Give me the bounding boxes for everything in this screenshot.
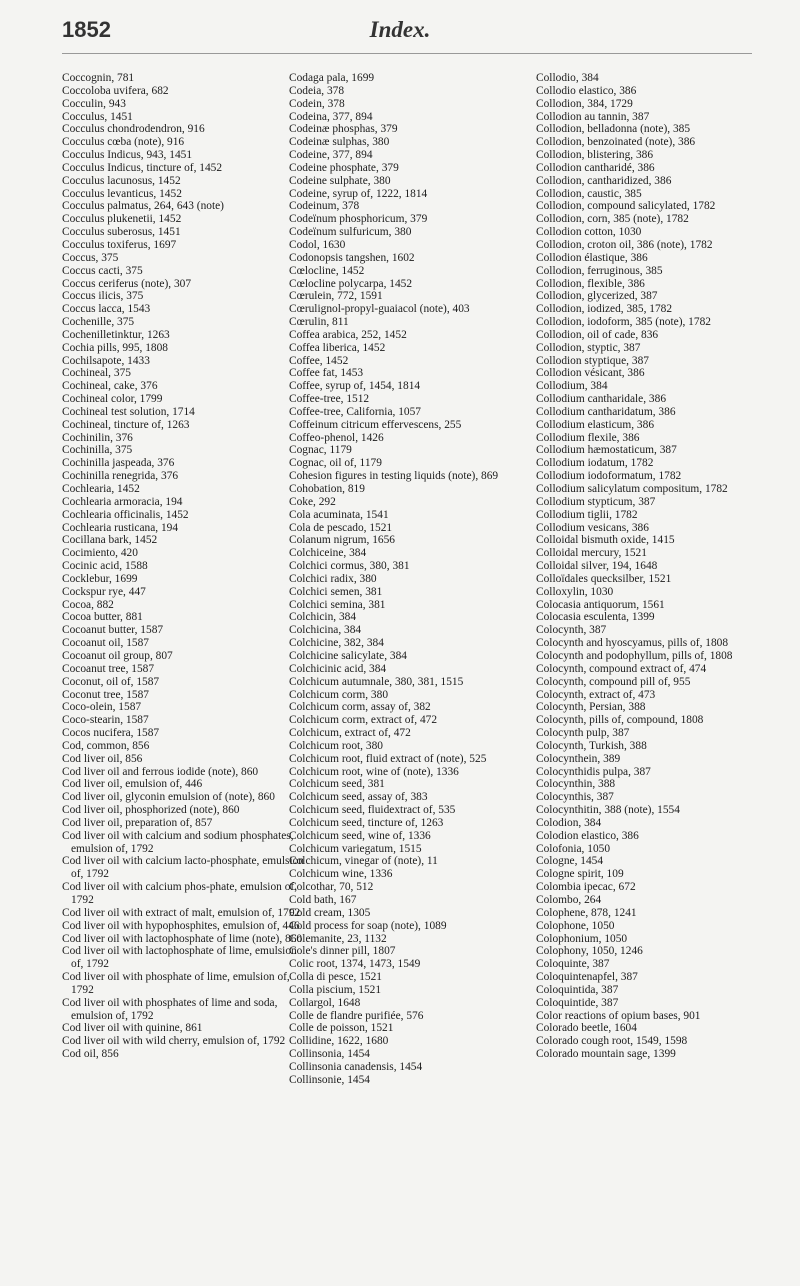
index-entry: Collinsonia canadensis, 1454 [289,1060,423,1073]
index-entry: Colophene, 878, 1241 [536,906,637,919]
index-entry: Collodium salicylatum compositum, 1782 [536,483,728,495]
index-entry: Colocynth and podophyllum, pills of, 1808 [536,649,733,662]
index-entry: Colchicum seed, fluidextract of, 535 [289,804,456,817]
index-entry: Coccus ilicis, 375 [62,290,144,303]
index-entry: Colocynth, compound pill of, 955 [536,675,691,688]
index-entry: Cod, common, 856 [62,739,150,752]
index-entry: Coffee fat, 1453 [289,367,364,380]
index-entry: Cocoa, 882 [62,598,114,611]
index-entry: Colocynthitin, 388 (note), 1554 [536,804,680,817]
index-entry: Colchicum seed, tincture of, 1263 [289,816,444,829]
index-entry: Cochenilletinktur, 1263 [62,328,170,341]
index-entry: Cologne, 1454 [536,855,604,868]
index-entry: Coconut tree, 1587 [62,688,149,701]
index-entry: Collodion, compound salicylated, 1782 [536,200,716,213]
index-entry: Colloidal bismuth oxide, 1415 [536,534,675,547]
index-entry: Cognac, oil of, 1179 [289,457,382,470]
index-entry: Cocculus, 1451 [62,110,133,123]
index-entry: Colchici cormus, 380, 381 [289,560,410,573]
index-entry: Colocasia antiquorum, 1561 [536,598,665,611]
index-entry: Cola de pescado, 1521 [289,521,393,534]
index-entry: Collodium iodatum, 1782 [536,457,654,470]
index-entry: Coco-stearin, 1587 [62,714,149,727]
index-entry: Cochineal, 375 [62,367,131,380]
index-entry: Coloquintenapfel, 387 [536,971,638,984]
index-entry: Collodium cantharidale, 386 [536,393,667,406]
index-entry: Colchicum variegatum, 1515 [289,842,422,855]
index-entry: Cod liver oil with lactophosphate of lime (note), 860 [62,932,303,945]
index-entry: Cod liver oil with extract of malt, emulsion of, 1792 [62,906,301,919]
index-entry: Cochia pills, 995, 1808 [62,341,168,354]
index-entry: Colocynthis, 387 [536,791,614,804]
index-entry: Collodion, corn, 385 (note), 1782 [536,213,689,226]
index-entry: Colofonia, 1050 [536,842,611,855]
index-entry: Codeia, 378 [289,84,345,97]
index-entry: Colocynth, pills of, compound, 1808 [536,714,704,727]
index-entry: Cochilsapote, 1433 [62,354,150,367]
index-entry: Cœrulein, 772, 1591 [289,290,383,303]
index-entry: Colchici radix, 380 [289,572,377,585]
index-entry: Colic root, 1374, 1473, 1549 [289,958,421,971]
index-entry: Coffee, syrup of, 1454, 1814 [289,380,421,393]
index-entry: Cocculin, 943 [62,97,126,110]
index-entry: Colchicum root, fluid extract of (note), 525 [289,752,487,765]
index-entry: Colodion, 384 [536,816,602,829]
index-entry: Colocynthein, 389 [536,752,621,765]
index-entry: Colocynthin, 388 [536,778,616,791]
index-entry: Colemanite, 23, 1132 [289,932,387,945]
index-entry: Cod liver oil with hypophosphites, emulsion of, 446 [62,919,300,932]
index-entry: Colocynth, 387 [536,624,607,637]
index-entry: Cold cream, 1305 [289,906,371,919]
index-entry: Collodion, belladonna (note), 385 [536,123,691,136]
index-entry: Collodium hæmostaticum, 387 [536,444,677,457]
index-entry: Cod liver oil, emulsion of, 446 [62,778,203,791]
index-entry: Codeine, syrup of, 1222, 1814 [289,187,428,200]
page-number: 1852 [62,17,111,42]
index-entry: Cod liver oil with calcium lacto-phosphate, emulsion of, 1792 [62,855,305,881]
index-entry: Cohobation, 819 [289,483,365,495]
index-entry: Coloquintida, 387 [536,983,619,996]
index-entry: Collodio elastico, 386 [536,84,637,97]
index-entry: Cod liver oil with calcium and sodium phosphates, emulsion of, 1792 [62,829,294,855]
index-entry: Cochinilin, 376 [62,431,133,444]
index-entry: Colocynth, Turkish, 388 [536,739,647,752]
index-entry: Cœlocline polycarpa, 1452 [289,277,413,290]
index-entry: Cocculus suberosus, 1451 [62,226,181,239]
index-entry: Codeina, 377, 894 [289,110,373,123]
index-entry: Colle de poisson, 1521 [289,1022,394,1035]
index-entry: Cocoanut butter, 1587 [62,624,164,637]
index-entry: Cochlearia armoracia, 194 [62,495,183,508]
index-entry: Coffee, 1452 [289,354,349,367]
index-entry: Codeine sulphate, 380 [289,174,391,187]
index-entry: Collodium tiglii, 1782 [536,508,638,521]
index-entry: Color reactions of opium bases, 901 [536,1009,701,1022]
index-entry: Collodion vésicant, 386 [536,367,645,380]
index-entry: Cochenille, 375 [62,316,135,329]
index-entry: Colchicum seed, wine of, 1336 [289,829,431,842]
index-entry: Collodio, 384 [536,72,599,84]
index-entry: Cocimiento, 420 [62,547,138,560]
index-entry: Colocynth and hyoscyamus, pills of, 1808 [536,637,729,650]
index-entry: Colchicinic acid, 384 [289,662,387,675]
index-entry: Coccognin, 781 [62,72,135,84]
index-entry: Colophony, 1050, 1246 [536,945,643,958]
index-entry: Codein, 378 [289,97,345,110]
index-entry: Colchicum, vinegar of (note), 11 [289,855,438,868]
index-entry: Colchicina, 384 [289,624,362,637]
index-entry: Cochineal, cake, 376 [62,380,158,393]
index-entry: Coffea liberica, 1452 [289,341,386,354]
index-entry: Colla di pesce, 1521 [289,971,383,984]
index-entry: Collodion, blistering, 386 [536,149,654,162]
index-entry: Cocculus plukenetii, 1452 [62,213,182,226]
index-entry: Cocklebur, 1699 [62,572,138,585]
index-entry: Collodion, oil of cade, 836 [536,328,659,341]
index-entry: Collodion, styptic, 387 [536,341,641,354]
index-entry: Colla piscium, 1521 [289,983,382,996]
index-entry: Coccus lacca, 1543 [62,303,151,316]
index-entry: Cod liver oil, phosphorized (note), 860 [62,804,240,817]
index-entry: Colle de flandre purifiée, 576 [289,1009,424,1022]
index-entry: Colchicum root, 380 [289,739,383,752]
index-column-3 [536,72,788,1061]
index-entry: Cochineal test solution, 1714 [62,405,195,418]
index-entry: Cod liver oil and ferrous iodide (note), 860 [62,765,259,778]
index-entry: Cocoanut tree, 1587 [62,662,155,675]
index-entry: Colloïdales quecksilber, 1521 [536,572,672,585]
index-entry: Cocculus Indicus, tincture of, 1452 [62,161,223,174]
index-entry: Cocoanut oil group, 807 [62,649,173,662]
index-entry: Colloidal mercury, 1521 [536,547,647,560]
index-entry: Cold bath, 167 [289,894,357,906]
index-entry: Cochlearia, 1452 [62,483,140,495]
index-entry: Colchicum corm, assay of, 382 [289,701,431,714]
index-entry: Coffeinum citricum effervescens, 255 [289,418,462,431]
index-entry: Colchiceine, 384 [289,547,367,560]
index-entry: Cocculus levanticus, 1452 [62,187,182,200]
index-entry: Coke, 292 [289,495,336,508]
index-entry: Coloquintide, 387 [536,996,619,1009]
index-entry: Colchicine salicylate, 384 [289,649,407,662]
index-entry: Colorado mountain sage, 1399 [536,1048,676,1061]
index-entry: Coccus ceriferus (note), 307 [62,277,192,290]
index-entry: Colchicum seed, assay of, 383 [289,791,428,804]
index-entry: Cocculus lacunosus, 1452 [62,174,181,187]
header-rule [62,53,752,54]
index-entry: Colophonium, 1050 [536,932,628,945]
index-entry: Cod liver oil with quinine, 861 [62,1022,203,1035]
index-entry: Coccus, 375 [62,251,119,264]
index-entry: Cochlearia rusticana, 194 [62,521,179,534]
index-entry: Coffee-tree, 1512 [289,393,370,406]
index-entry: Coccus cacti, 375 [62,264,143,277]
index-entry: Cochineal, tincture of, 1263 [62,418,190,431]
index-entry: Colchicin, 384 [289,611,357,624]
index-entry: Collinsonie, 1454 [289,1073,371,1086]
index-entry: Codeïnum phosphoricum, 379 [289,213,428,226]
index-column-2 [289,72,533,1087]
index-entry: Collodion, caustic, 385 [536,187,642,200]
index-entry: Codonopsis tangshen, 1602 [289,251,415,264]
index-entry: Cola acuminata, 1541 [289,508,389,521]
index-entry: Cod liver oil with wild cherry, emulsion of, 1792 [62,1035,286,1048]
index-entry: Cœrulignol-propyl-guaiacol (note), 403 [289,303,470,316]
index-entry: Codaga pala, 1699 [289,72,375,84]
index-entry: Cole's dinner pill, 1807 [289,945,396,958]
index-entry: Colombo, 264 [536,894,602,906]
index-entry: Cochlearia officinalis, 1452 [62,508,189,521]
index-entry: Codol, 1630 [289,238,346,251]
index-entry: Colocynth, Persian, 388 [536,701,646,714]
index-entry: Cold process for soap (note), 1089 [289,919,447,932]
index-entry: Collodium iodoformatum, 1782 [536,470,682,483]
index-entry: Cocculus chondrodendron, 916 [62,123,205,136]
index-entry: Colophone, 1050 [536,919,615,932]
index-entry: Colocynth, compound extract of, 474 [536,662,707,675]
index-entry: Colorado cough root, 1549, 1598 [536,1035,688,1048]
index-entry: Colchicine, 382, 384 [289,637,384,650]
index-entry: Collodion cantharidé, 386 [536,161,655,174]
index-entry: Cod liver oil, preparation of, 857 [62,816,213,829]
index-entry: Cohesion figures in testing liquids (note), 869 [289,470,499,483]
index-entry: Coloquinte, 387 [536,958,610,971]
index-entry: Collodium cantharidatum, 386 [536,405,676,418]
index-entry: Colodion elastico, 386 [536,829,639,842]
index-entry: Colchicum autumnale, 380, 381, 1515 [289,675,464,688]
index-entry: Collodion, iodoform, 385 (note), 1782 [536,316,711,329]
index-column-1 [62,72,306,1061]
index-entry: Colocynth, extract of, 473 [536,688,656,701]
index-entry: Colchicum, extract of, 472 [289,727,411,740]
index-entry: Cocculus palmatus, 264, 643 (note) [62,200,224,213]
index-entry: Codeïnum sulfuricum, 380 [289,226,412,239]
index-entry: Coccoloba uvifera, 682 [62,84,169,97]
index-entry: Colchicum root, wine of (note), 1336 [289,765,459,778]
index-entry: Colchici semina, 381 [289,598,386,611]
index-entry: Coffee-tree, California, 1057 [289,405,421,418]
index-entry: Codeine, 377, 894 [289,149,373,162]
index-entry: Cod liver oil with calcium phos-phate, emulsion of, 1792 [62,881,298,906]
index-entry: Collidine, 1622, 1680 [289,1035,389,1048]
index-entry: Coffea arabica, 252, 1452 [289,328,407,341]
index-entry: Cœlocline, 1452 [289,264,365,277]
index-entry: Collodion, ferruginous, 385 [536,264,663,277]
index-entry: Cod liver oil with phosphates of lime and soda, emulsion of, 1792 [62,996,278,1022]
index-entry: Codeinæ phosphas, 379 [289,123,398,136]
index-entry: Collodium stypticum, 387 [536,495,656,508]
index-entry: Colombia ipecac, 672 [536,881,636,894]
index-entry: Colocasia esculenta, 1399 [536,611,655,624]
index-entry: Cocoa butter, 881 [62,611,143,624]
index-entry: Colchicum corm, 380 [289,688,389,701]
index-entry: Cologne spirit, 109 [536,868,624,881]
index-entry: Collodion, flexible, 386 [536,277,645,290]
index-entry: Collodion, croton oil, 386 (note), 1782 [536,238,713,251]
index-entry: Collodion cotton, 1030 [536,226,642,239]
index-entry: Collodium, 384 [536,380,608,393]
index-entry: Colloxylin, 1030 [536,585,614,598]
page-header [0,0,800,60]
index-entry: Collodion élastique, 386 [536,251,648,264]
index-entry: Coconut, oil of, 1587 [62,675,160,688]
index-entry: Colchicum seed, 381 [289,778,385,791]
index-entry: Cod liver oil, 856 [62,752,143,765]
index-entry: Cochinilla jaspeada, 376 [62,457,175,470]
index-entry: Collodion, benzoinated (note), 386 [536,136,696,149]
index-entry: Colcothar, 70, 512 [289,881,374,894]
index-entry: Collodion, glycerized, 387 [536,290,658,303]
index-entry: Cod oil, 856 [62,1048,119,1061]
index-entry: Collinsonia, 1454 [289,1048,371,1061]
index-entry: Cocculus toxiferus, 1697 [62,238,177,251]
index-entry: Collargol, 1648 [289,996,361,1009]
index-entry: Codeine phosphate, 379 [289,161,399,174]
index-entry: Colocynthidis pulpa, 387 [536,765,651,778]
index-entry: Collodion, 384, 1729 [536,97,633,110]
index-entry: Colorado beetle, 1604 [536,1022,637,1035]
index-entry: Collodion, iodized, 385, 1782 [536,303,673,316]
index-entry: Cocoanut oil, 1587 [62,637,150,650]
index-entry: Cognac, 1179 [289,444,352,457]
index-entry: Cochinilla, 375 [62,444,133,457]
index-entry: Cocillana bark, 1452 [62,534,158,547]
index-entry: Collodium flexile, 386 [536,431,640,444]
index-entry: Cocinic acid, 1588 [62,560,148,573]
index-entry: Cocculus Indicus, 943, 1451 [62,149,193,162]
index-entry: Collodium vesicans, 386 [536,521,649,534]
index-entry: Collodion, cantharidized, 386 [536,174,672,187]
index-entry: Cochineal color, 1799 [62,393,163,406]
index-entry: Collodion au tannin, 387 [536,110,650,123]
index-entry: Colanum nigrum, 1656 [289,534,395,547]
index-entry: Cod liver oil with phosphate of lime, emulsion of, 1792 [62,971,290,996]
index-entry: Cockspur rye, 447 [62,585,146,598]
index-entry: Cocos nucifera, 1587 [62,727,160,740]
index-entry: Cocculus cœba (note), 916 [62,136,185,149]
index-entry: Codeinæ sulphas, 380 [289,136,390,149]
index-entry: Collodion styptique, 387 [536,354,649,367]
index-entry: Colocynth pulp, 387 [536,727,630,740]
index-entry: Cochinilla renegrida, 376 [62,470,179,483]
index-entry: Colloidal silver, 194, 1648 [536,560,658,573]
running-head: Index. [369,17,431,42]
index-entry: Colchici semen, 381 [289,585,383,598]
index-entry: Cod liver oil with lactophosphate of lime, emulsion of, 1792 [62,945,297,971]
index-entry: Codeinum, 378 [289,200,360,213]
index-entry: Collodium elasticum, 386 [536,418,655,431]
index-entry: Colchicum wine, 1336 [289,868,393,881]
index-entry: Colchicum corm, extract of, 472 [289,714,438,727]
index-entry: Cœrulin, 811 [289,316,349,329]
index-entry: Cod liver oil, glyconin emulsion of (note), 860 [62,791,275,804]
index-entry: Coffeo-phenol, 1426 [289,431,384,444]
index-entry: Coco-olein, 1587 [62,701,142,714]
